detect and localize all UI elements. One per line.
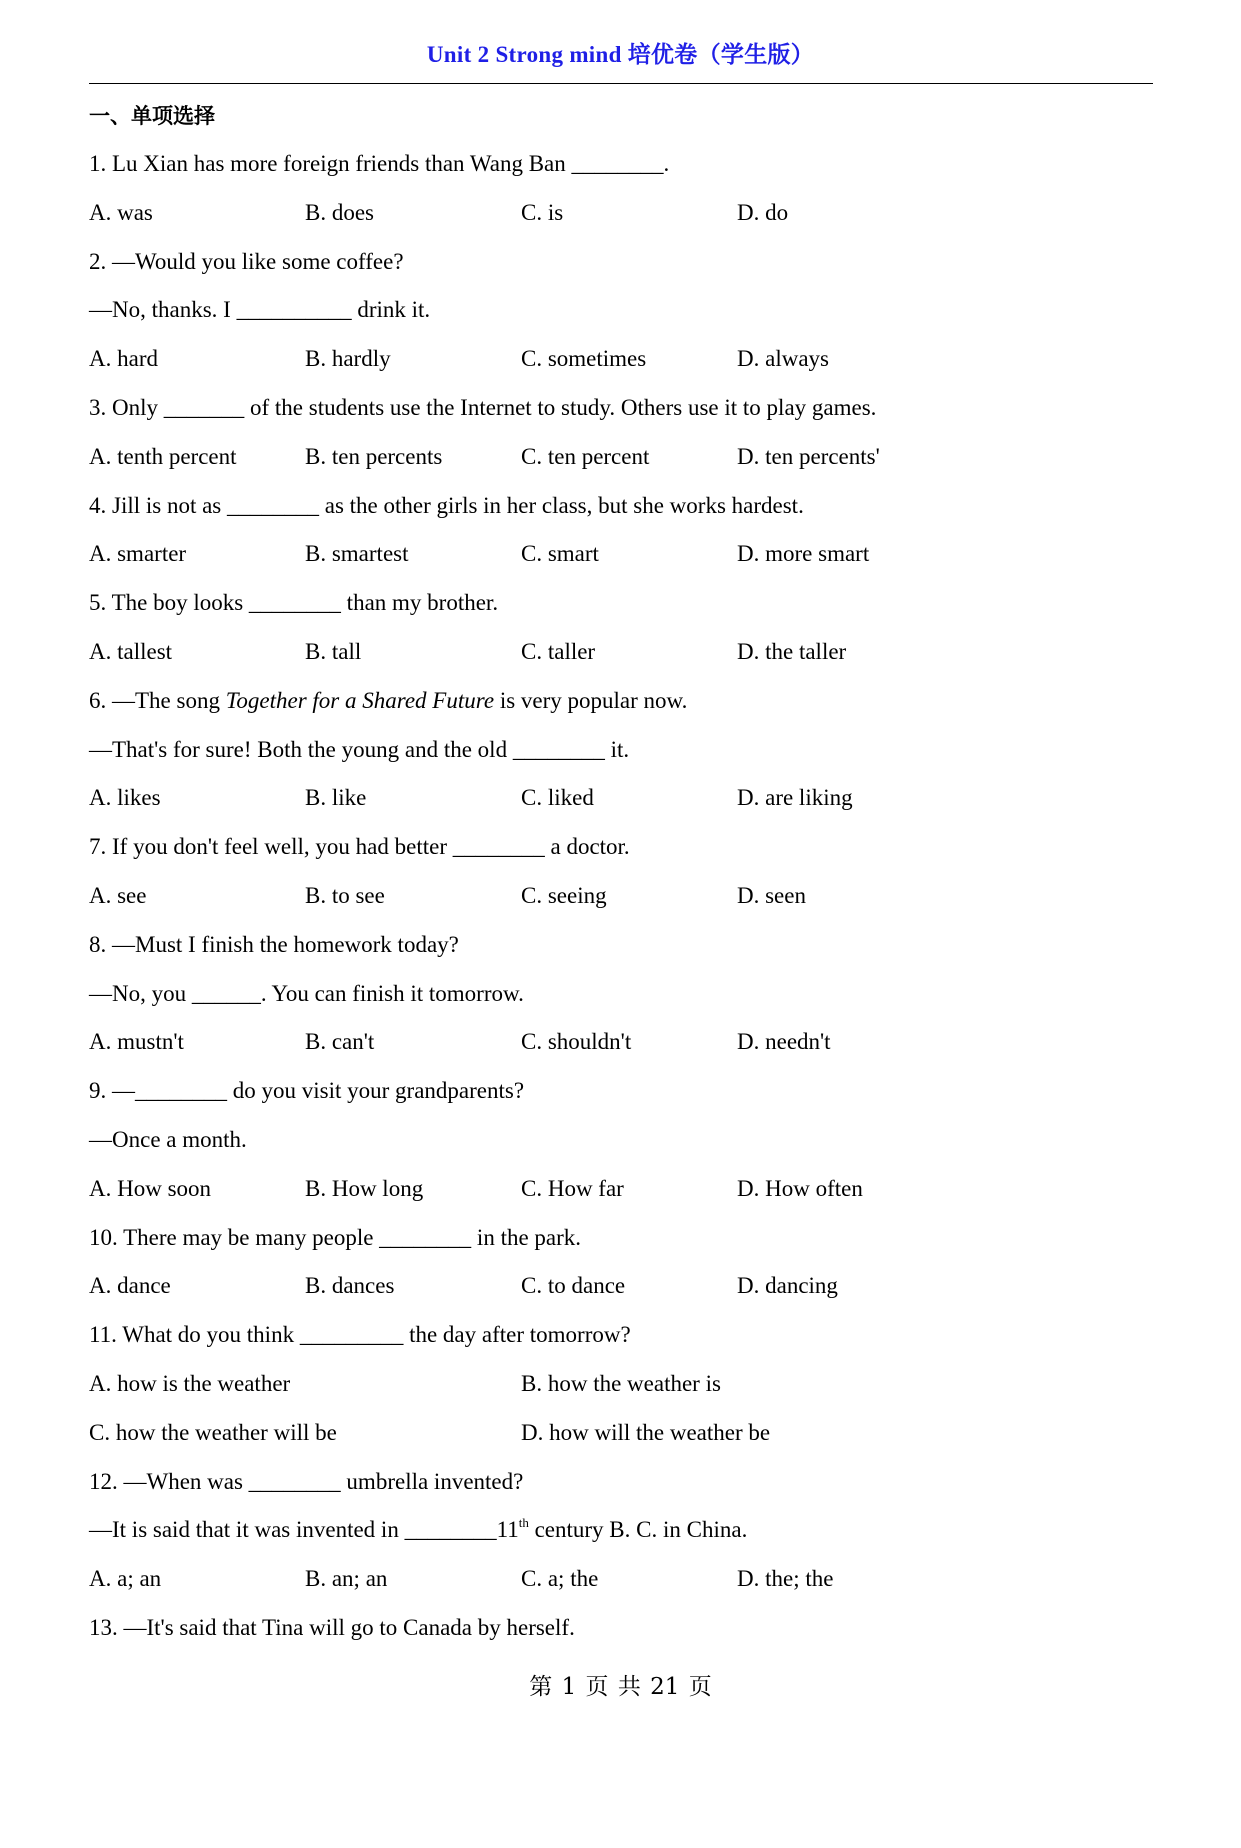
option-c: C. to dance [521,1273,626,1299]
stem-prefix: 6. —The song [89,687,226,713]
question-10-stem: 10. There may be many people ________ in the park. [89,1224,582,1250]
stem-suffix: is very popular now. [494,687,688,713]
header-divider [89,83,1153,84]
option-b: B. dances [305,1273,395,1299]
page-number: 第 1 页 共 21 页 [529,1674,712,1700]
option-d: D. always [737,346,829,372]
option-b: B. ten percents [305,443,443,469]
option-c: C. ten percent [521,443,650,469]
question-13-stem: 13. —It's said that Tina will go to Canada by herself. [89,1614,575,1640]
option-d: D. needn't [737,1029,831,1055]
option-a: A. was [89,199,153,225]
question-6-stem [89,677,1153,726]
option-c: C. a; the [521,1566,599,1592]
option-b: B. tall [305,638,362,664]
option-a: A. How soon [89,1175,212,1201]
song-title: Together for a Shared Future [225,687,495,713]
option-a: A. hard [89,346,158,372]
option-c: C. smart [521,541,599,567]
option-c: C. liked [521,785,594,811]
option-c: C. is [521,199,564,225]
option-d: D. ten percents' [737,443,880,469]
question-9-options [89,1165,1153,1214]
question-4-stem: 4. Jill is not as ________ as the other girls in her class, but she works hardest. [89,492,804,518]
question-12-reply [89,1506,1153,1555]
question-10-options [89,1262,1153,1311]
option-c: C. how the weather will be [89,1419,337,1445]
question-1-options [89,189,1153,238]
question-7-options [89,872,1153,921]
option-a: A. mustn't [89,1029,184,1055]
option-b: B. smartest [305,541,409,567]
reply-prefix: —It is said that it was invented in ________11 [89,1517,519,1543]
question-11-options-row-2 [89,1409,1153,1458]
option-d: D. seen [737,882,806,908]
option-b: B. like [305,785,367,811]
option-a: A. dance [89,1273,171,1299]
question-4-options [89,530,1153,579]
option-b: B. does [305,199,374,225]
option-d: D. are liking [737,785,853,811]
reply-suffix: century B. C. in China. [528,1517,748,1543]
option-d: D. the; the [737,1566,834,1592]
question-3-options [89,433,1153,482]
option-c: C. shouldn't [521,1029,632,1055]
document-title: Unit 2 Strong mind 培优卷（学生版） [426,42,815,67]
option-a: A. tallest [89,638,173,664]
question-7-stem: 7. If you don't feel well, you had better ________ a doctor. [89,834,630,860]
option-d: D. How often [737,1175,863,1201]
question-5-stem: 5. The boy looks ________ than my brother. [89,590,499,616]
option-b: B. can't [305,1029,375,1055]
question-3-stem: 3. Only _______ of the students use the Internet to study. Others use it to play games. [89,394,877,420]
question-11-stem: 11. What do you think _________ the day after tomorrow? [89,1322,631,1348]
question-8-options [89,1018,1153,1067]
question-2-options [89,335,1153,384]
question-9-stem: 9. —________ do you visit your grandparents? [89,1078,525,1104]
question-11-options-row-1 [89,1360,1153,1409]
question-6-reply: —That's for sure! Both the young and the old ________ it. [89,736,630,762]
option-d: D. how will the weather be [521,1419,771,1445]
option-d: D. dancing [737,1273,838,1299]
option-d: D. more smart [737,541,870,567]
option-c: C. sometimes [521,346,647,372]
option-b: B. how the weather is [521,1370,721,1396]
option-a: A. see [89,882,147,908]
option-b: B. How long [305,1175,424,1201]
option-d: D. do [737,199,789,225]
question-1-stem: 1. Lu Xian has more foreign friends than Wang Ban ________. [89,151,670,176]
question-8-stem: 8. —Must I finish the homework today? [89,931,459,957]
option-a: A. likes [89,785,161,811]
option-a: A. tenth percent [89,443,237,469]
question-5-options [89,628,1153,677]
question-6-options [89,774,1153,823]
option-c: C. taller [521,638,596,664]
question-12-options [89,1555,1153,1604]
section-title: 一、单项选择 [89,104,215,128]
option-b: B. hardly [305,346,391,372]
option-b: B. to see [305,882,385,908]
option-a: A. smarter [89,541,187,567]
option-c: C. seeing [521,882,607,908]
option-c: C. How far [521,1175,624,1201]
question-list [89,140,1153,1653]
option-a: A. a; an [89,1566,162,1592]
question-2-stem: 2. —Would you like some coffee? [89,248,404,274]
ordinal-superscript: th [518,1514,529,1530]
question-2-reply: —No, thanks. I __________ drink it. [89,297,431,323]
option-d: D. the taller [737,638,847,664]
question-12-stem: 12. —When was ________ umbrella invented? [89,1468,524,1494]
question-9-reply: —Once a month. [89,1126,247,1152]
question-8-reply: —No, you ______. You can finish it tomorrow. [89,980,524,1006]
option-a: A. how is the weather [89,1370,291,1396]
option-b: B. an; an [305,1566,388,1592]
